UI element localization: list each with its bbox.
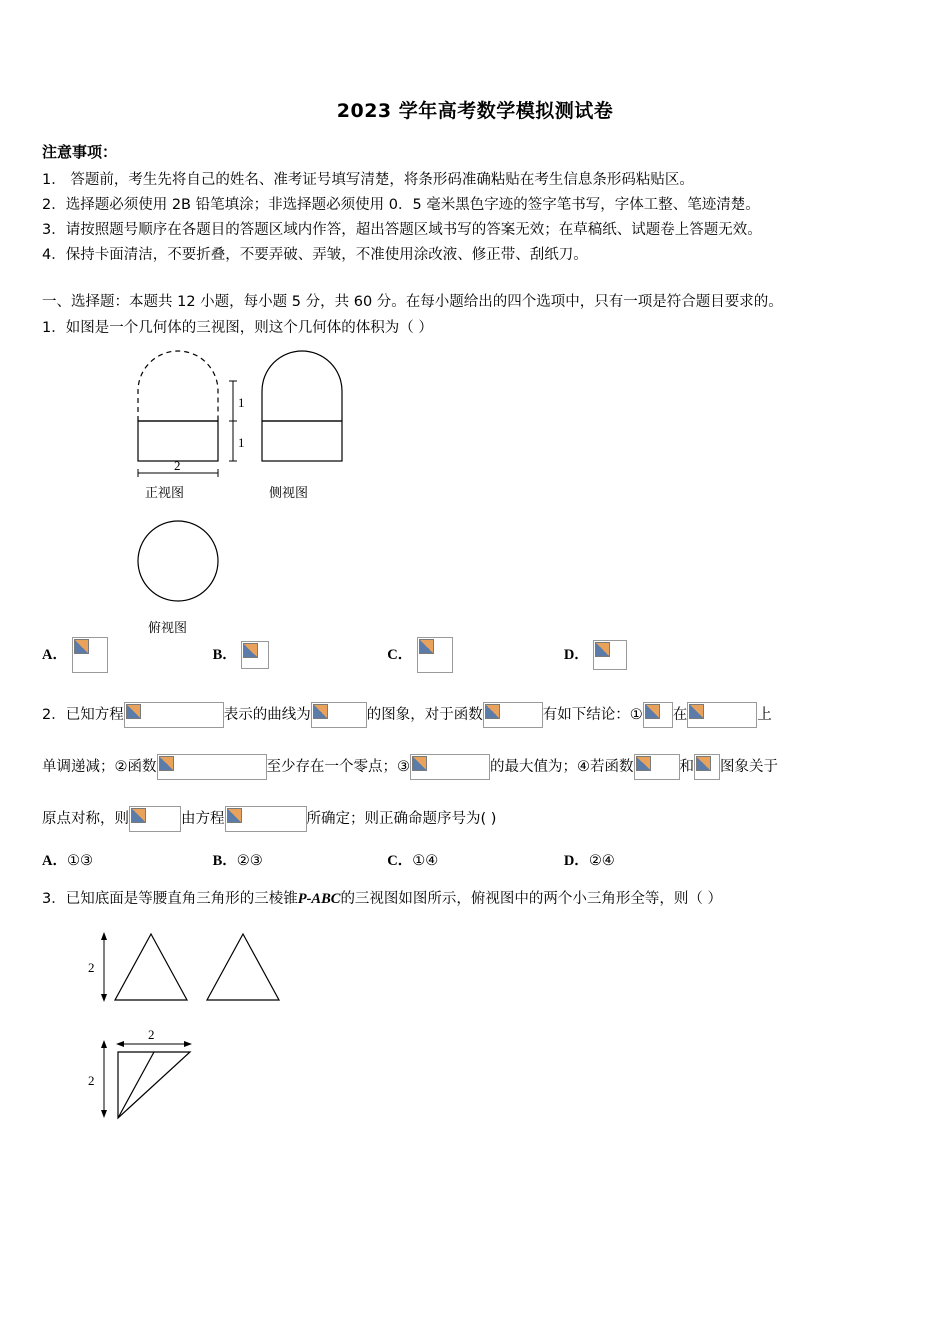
question-3-stem-italic: P-ABC (297, 891, 341, 907)
broken-image-icon (694, 754, 720, 780)
question-1-choices (42, 637, 908, 673)
question-2-number: 2． (42, 707, 66, 723)
question-2 (42, 689, 908, 741)
question-1 (42, 315, 908, 341)
question-2-seg-7: 单调递减；②函数 (42, 759, 157, 775)
broken-image-icon (634, 754, 680, 780)
question-2-seg-15: 所确定；则正确命题序号为( ) (306, 811, 497, 827)
broken-image-icon (157, 754, 267, 780)
question-1-choice-c[interactable] (387, 637, 559, 673)
svg-text:2: 2 (148, 1027, 155, 1042)
question-2-seg-14: 由方程 (181, 811, 225, 827)
choice-b-label: B． (212, 647, 237, 663)
notice-heading: 注意事项： (42, 143, 118, 161)
broken-image-icon (687, 702, 757, 728)
notice-line-3: 3．请按照题号顺序在各题目的答题区域内作答，超出答题区域书写的答案无效；在草稿纸、试题卷上答题无效。 (42, 222, 762, 238)
broken-image-icon (643, 702, 673, 728)
question-2-choice-b[interactable] (213, 849, 383, 870)
choice-a-label: A． (42, 853, 67, 869)
svg-text:俯视图: 俯视图 (148, 621, 188, 636)
broken-image-icon (311, 702, 367, 728)
svg-text:侧视图: 侧视图 (269, 486, 309, 501)
choice-a-label: A． (42, 647, 67, 663)
question-2-seg-8: 至少存在一个零点；③ (266, 759, 410, 775)
question-2-seg-13: 原点对称，则 (42, 811, 129, 827)
question-2-choices (42, 849, 908, 870)
broken-image-icon (593, 640, 627, 670)
choice-c-label: C． (387, 647, 413, 663)
svg-text:2: 2 (88, 960, 95, 975)
question-3-stem-post: 的三视图如图所示，俯视图中的两个小三角形全等，则（ ） (340, 891, 723, 907)
question-2-seg-9: 的最大值为 (490, 759, 563, 775)
broken-image-icon (241, 641, 269, 669)
three-view-diagram-3 (56, 920, 416, 1150)
question-3-number: 3． (42, 891, 66, 907)
choice-d-content: ②④ (588, 853, 615, 869)
broken-image-icon (417, 637, 453, 673)
broken-image-icon (124, 702, 224, 728)
question-1-number: 1． (42, 320, 66, 336)
question-1-figure (70, 349, 908, 636)
question-3-stem-pre: 已知底面是等腰直角三角形的三棱锥 (65, 891, 298, 907)
svg-text:1: 1 (238, 395, 245, 410)
broken-image-icon (72, 637, 108, 673)
three-view-diagram-1 (70, 349, 490, 636)
question-3-figure (56, 920, 908, 1150)
question-2-seg-3: 的图象，对于函数 (366, 707, 483, 723)
choice-b-content: ②③ (236, 853, 263, 869)
question-1-choice-b[interactable] (213, 641, 383, 669)
svg-text:2: 2 (88, 1073, 95, 1088)
question-1-choice-a[interactable] (42, 637, 208, 673)
svg-text:1: 1 (238, 435, 245, 450)
choice-c-label: C． (387, 853, 413, 869)
question-2-seg-11: 和 (679, 759, 694, 775)
broken-image-icon (483, 702, 543, 728)
broken-image-icon (225, 806, 307, 832)
choice-a-content: ①③ (66, 853, 93, 869)
section-heading: 一、选择题：本题共 12 小题，每小题 5 分，共 60 分。在每小题给出的四个选项中，只有一项是符合题目要求的。 (42, 294, 783, 310)
choice-b-label: B． (212, 853, 237, 869)
question-2-seg-6: 上 (757, 707, 772, 723)
broken-image-icon (129, 806, 181, 832)
question-3 (42, 886, 908, 912)
page-title: 2023 学年高考数学模拟测试卷 (336, 100, 614, 122)
notice-line-2: 2．选择题必须使用 2B 铅笔填涂；非选择题必须使用 0．5 毫米黑色字迹的签字笔书写，字体工整、笔迹清楚。 (42, 197, 760, 213)
question-2-seg-5: 在 (672, 707, 688, 723)
question-1-stem: 如图是一个几何体的三视图，则这个几何体的体积为（ ） (65, 320, 433, 336)
notice-line-4: 4．保持卡面清洁，不要折叠，不要弄破、弄皱，不准使用涂改液、修正带、刮纸刀。 (42, 247, 588, 263)
question-2-seg-2: 表示的曲线为 (223, 707, 311, 723)
question-2-choice-d[interactable] (564, 849, 615, 870)
broken-image-icon (410, 754, 490, 780)
notice-line-1: 1． 答题前，考生先将自己的姓名、准考证号填写清楚，将条形码准确粘贴在考生信息条形码粘贴区。 (42, 172, 694, 188)
choice-d-label: D． (563, 853, 589, 869)
choice-c-content: ①④ (412, 853, 439, 869)
question-2-seg-1: 已知方程 (65, 707, 124, 723)
question-2-cont-1 (42, 741, 908, 793)
question-1-choice-d[interactable] (564, 640, 628, 670)
question-2-seg-10: ；④若函数 (562, 759, 634, 775)
question-2-choice-a[interactable] (42, 849, 208, 870)
question-2-seg-4: 有如下结论：① (542, 707, 643, 723)
choice-d-label: D． (563, 647, 589, 663)
svg-text:2: 2 (174, 458, 181, 473)
question-2-cont-2 (42, 793, 908, 845)
question-2-choice-c[interactable] (387, 849, 559, 870)
question-2-seg-12: 图象关于 (720, 759, 778, 775)
svg-text:正视图: 正视图 (145, 486, 185, 501)
